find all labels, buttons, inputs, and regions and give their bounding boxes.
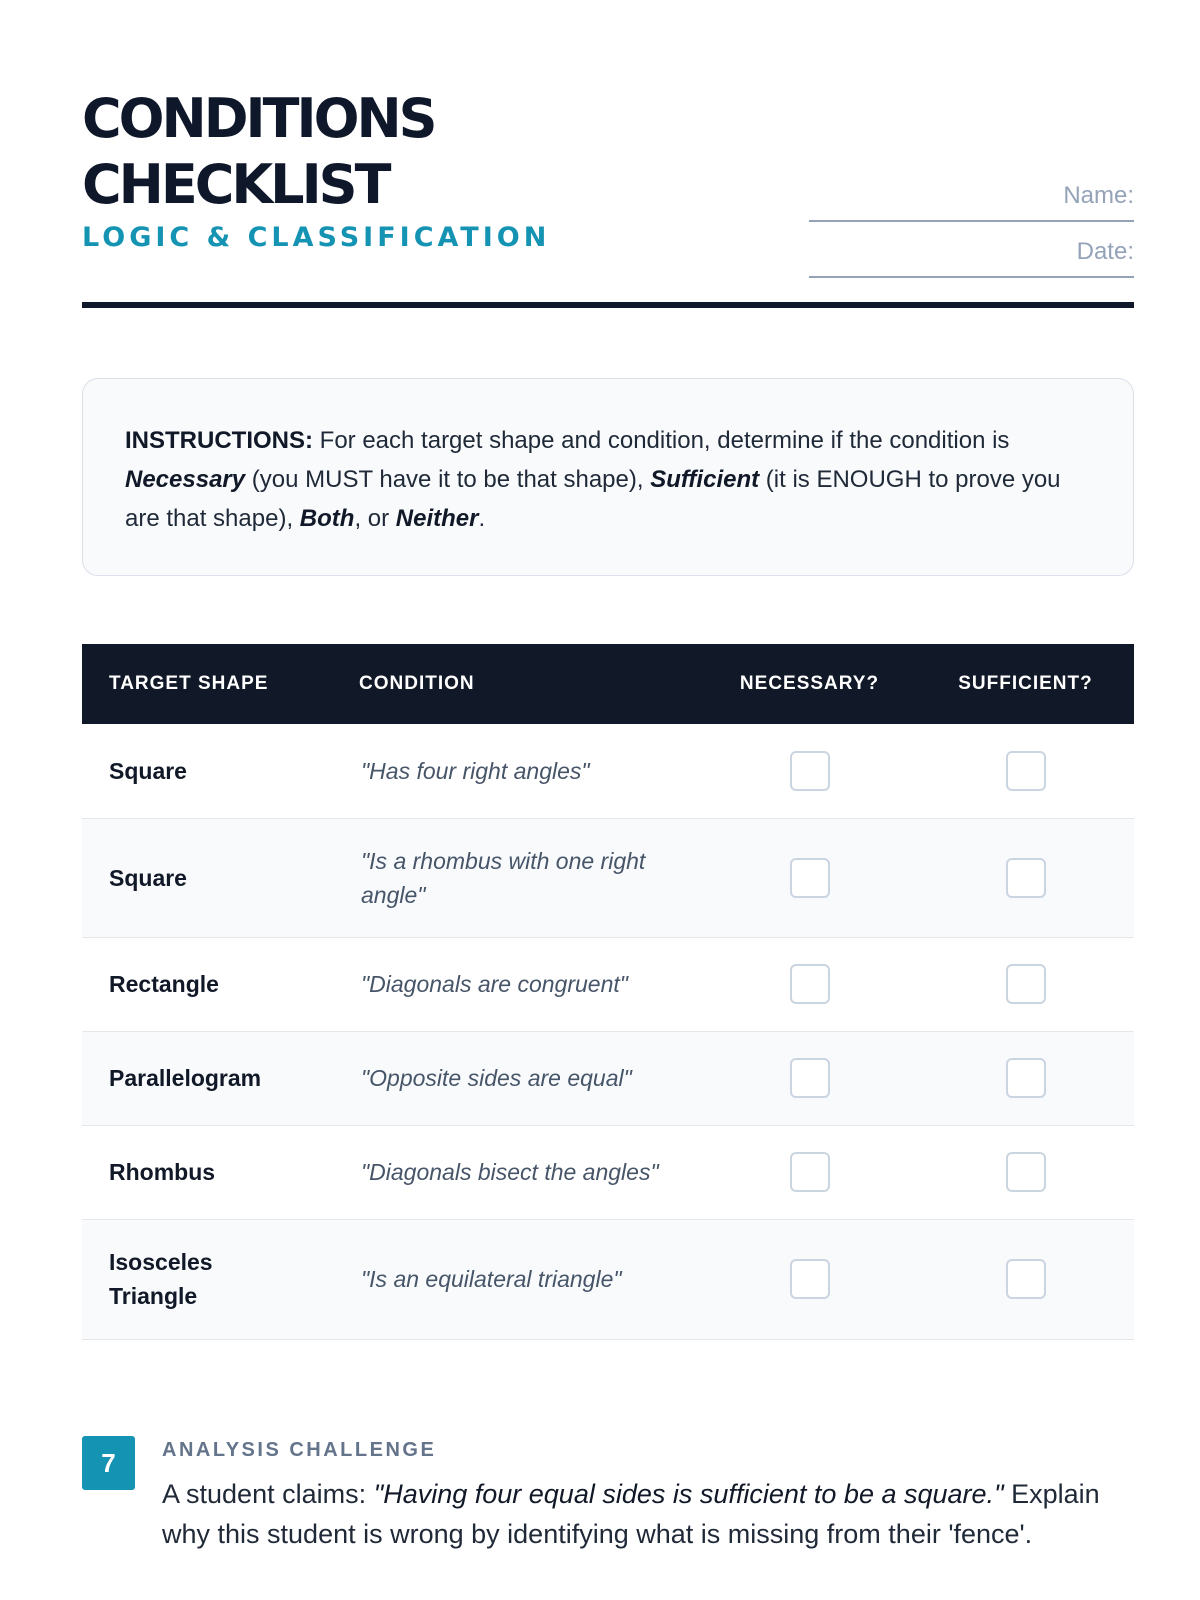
- worksheet-header: [82, 86, 1134, 306]
- necessary-cell: [702, 1031, 917, 1125]
- necessary-checkbox[interactable]: [790, 964, 830, 1004]
- shape-cell: Parallelogram: [109, 1065, 262, 1091]
- name-field[interactable]: [809, 166, 1134, 222]
- name-label: Name:: [1063, 182, 1134, 209]
- table-row: [82, 937, 1134, 1031]
- table-row: [82, 818, 1134, 937]
- challenge-quote: "Having four equal sides is sufficient to be a square.": [373, 1479, 1004, 1509]
- shape-cell: Isosceles Triangle: [109, 1249, 213, 1309]
- table-row: [82, 1219, 1134, 1339]
- necessary-cell: [702, 1125, 917, 1219]
- sufficient-cell: [917, 1219, 1134, 1339]
- sufficient-checkbox[interactable]: [1006, 1152, 1046, 1192]
- student-fields: [809, 166, 1134, 278]
- condition-cell: "Is an equilateral triangle": [361, 1266, 622, 1292]
- shape-cell: Square: [109, 757, 187, 784]
- necessary-checkbox[interactable]: [790, 1058, 830, 1098]
- table-header-row: [82, 644, 1134, 724]
- title-line-2: CHECKLIST: [82, 153, 389, 216]
- sufficient-cell: [917, 1031, 1134, 1125]
- sufficient-checkbox[interactable]: [1006, 1259, 1046, 1299]
- condition-cell: "Has four right angles": [361, 757, 590, 784]
- instructions-text-1: For each target shape and condition, determine if the condition is: [313, 427, 1010, 454]
- sufficient-checkbox[interactable]: [1006, 751, 1046, 791]
- header-target-shape: TARGET SHAPE: [109, 673, 269, 694]
- necessary-checkbox[interactable]: [790, 751, 830, 791]
- table-row: [82, 1125, 1134, 1219]
- shape-cell: Square: [109, 864, 187, 891]
- necessary-cell: [702, 724, 917, 818]
- term-sufficient: Sufficient: [650, 466, 760, 493]
- page-subtitle: LOGIC & CLASSIFICATION: [82, 222, 551, 253]
- necessary-checkbox[interactable]: [790, 1259, 830, 1299]
- condition-cell: "Opposite sides are equal": [361, 1065, 632, 1091]
- challenge-text-before: A student claims:: [162, 1479, 374, 1509]
- challenge-body: [162, 1436, 1134, 1554]
- instructions-text-5: .: [478, 505, 486, 532]
- term-necessary: Necessary: [125, 466, 246, 493]
- table-row: [82, 1031, 1134, 1125]
- sufficient-cell: [917, 724, 1134, 818]
- necessary-cell: [702, 818, 917, 937]
- question-number-badge: 7: [82, 1436, 135, 1490]
- date-field[interactable]: [809, 222, 1134, 278]
- term-both: Both: [299, 505, 355, 532]
- necessary-checkbox[interactable]: [790, 858, 830, 898]
- challenge-label: ANALYSIS CHALLENGE: [162, 1439, 437, 1461]
- necessary-cell: [702, 937, 917, 1031]
- sufficient-checkbox[interactable]: [1006, 964, 1046, 1004]
- sufficient-checkbox[interactable]: [1006, 1058, 1046, 1098]
- necessary-cell: [702, 1219, 917, 1339]
- challenge-text-after: Explain why this student is wrong by identifying what is missing from their 'fence'.: [162, 1479, 1100, 1549]
- instructions-lead: INSTRUCTIONS:: [125, 427, 313, 454]
- header-divider: [82, 302, 1134, 308]
- sufficient-cell: [917, 818, 1134, 937]
- shape-cell: Rectangle: [109, 971, 219, 997]
- term-neither: Neither: [395, 505, 479, 532]
- instructions-box: [82, 378, 1134, 576]
- header-necessary: NECESSARY?: [739, 673, 880, 694]
- condition-cell: "Diagonals bisect the angles": [361, 1159, 659, 1185]
- sufficient-checkbox[interactable]: [1006, 858, 1046, 898]
- necessary-checkbox[interactable]: [790, 1152, 830, 1192]
- table-row: [82, 724, 1134, 818]
- date-label: Date:: [1076, 238, 1134, 265]
- header-sufficient: SUFFICIENT?: [958, 673, 1093, 694]
- instructions-text-3: (it is ENOUGH to prove you are that shape),: [125, 466, 1061, 532]
- condition-cell: "Diagonals are congruent": [361, 971, 628, 997]
- instructions-text-2: (you MUST have it to be that shape),: [245, 466, 651, 493]
- shape-cell: Rhombus: [109, 1159, 216, 1185]
- header-condition: CONDITION: [359, 673, 475, 694]
- challenge-prompt: [162, 1474, 1134, 1554]
- sufficient-cell: [917, 1125, 1134, 1219]
- sufficient-cell: [917, 937, 1134, 1031]
- title-line-1: CONDITIONS: [82, 87, 435, 150]
- instructions-text-4: , or: [354, 505, 396, 532]
- condition-cell: "Is a rhombus with one right angle": [361, 847, 646, 908]
- conditions-table: [82, 644, 1134, 1340]
